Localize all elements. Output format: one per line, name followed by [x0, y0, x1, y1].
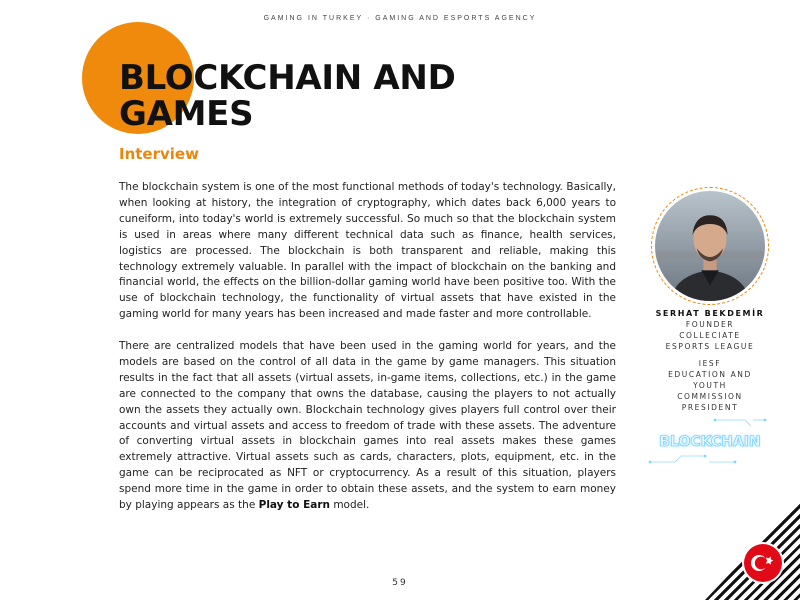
- play-to-earn-bold: Play to Earn: [258, 499, 330, 512]
- article-subtitle: Interview: [119, 145, 199, 163]
- portrait-photo: [655, 191, 765, 301]
- paragraph-1: The blockchain system is one of the most functional methods of today's technology. Basically, when looking at history, the integration of cryptography, which dates back 6,000 years to cuneiform, into today's world is extremely successful. So much so that the blockchain system is used in areas where many different technical data such as finance, health services, logistics are processed. The blockchain is both transparent and reliable, making this technology extremely valuable. In parallel with the impact of blockchain on the banking and financial world, the effects on the billion-dollar gaming world have been positive too. With the use of blockchain technology, the functionality of virtual assets that have existed in the gaming world for many years has been increased and made faster and more controllable.: [119, 181, 616, 321]
- person-photo-icon: [655, 191, 765, 301]
- page-number: 59: [392, 578, 408, 588]
- profile-line: PRESIDENT: [681, 403, 739, 412]
- profile-line: COMMISSION: [677, 392, 743, 401]
- running-header: GAMING IN TURKEY · GAMING AND ESPORTS AGENCY: [263, 15, 537, 22]
- profile-line: IESF: [698, 359, 722, 368]
- profile-line: FOUNDER: [685, 320, 735, 329]
- blockchain-graphic-label: BLOCKCHAIN: [659, 434, 761, 450]
- profile-caption: [640, 308, 780, 413]
- title-line-2: GAMES: [119, 94, 254, 134]
- paragraph-2-text: There are centralized models that have been used in the gaming world for years, and the models are based on the control of all data in the game by game managers. This situation results in the fact that all assets (virtual assets, in-game items, collections, etc.) in the game are connected to the company that owns the database, causing the players to not actually own the assets they actually own. Blockchain technology gives players full control over their accounts and virtual assets and access to freedom of trade with these assets. The adventure of converting virtual assets in blockchain games into real assets makes these games extremely attractive. Virtual assets such as cards, characters, plots, equipment, etc. in the game can be reciprocated as NFT or cryptocurrency. As a result of this situation, players spend more time in the game in order to obtain these assets, and the system to earn money by playing appears as the: [119, 340, 616, 512]
- profile-name: SERHAT BEKDEMİR: [655, 309, 765, 318]
- profile-portrait: [651, 187, 769, 305]
- article-title: [119, 60, 456, 132]
- blockchain-circuit-graphic: [645, 418, 775, 468]
- profile-line: YOUTH: [693, 381, 727, 390]
- profile-line: EDUCATION AND: [668, 370, 752, 379]
- paragraph-2: [119, 339, 616, 514]
- title-line-1: BLOCKCHAIN AND: [119, 58, 456, 98]
- profile-line: ESPORTS LEAGUE: [665, 342, 755, 351]
- paragraph-2-end: model.: [329, 499, 370, 512]
- article-body: [119, 180, 616, 530]
- profile-line: COLLECIATE: [679, 331, 741, 340]
